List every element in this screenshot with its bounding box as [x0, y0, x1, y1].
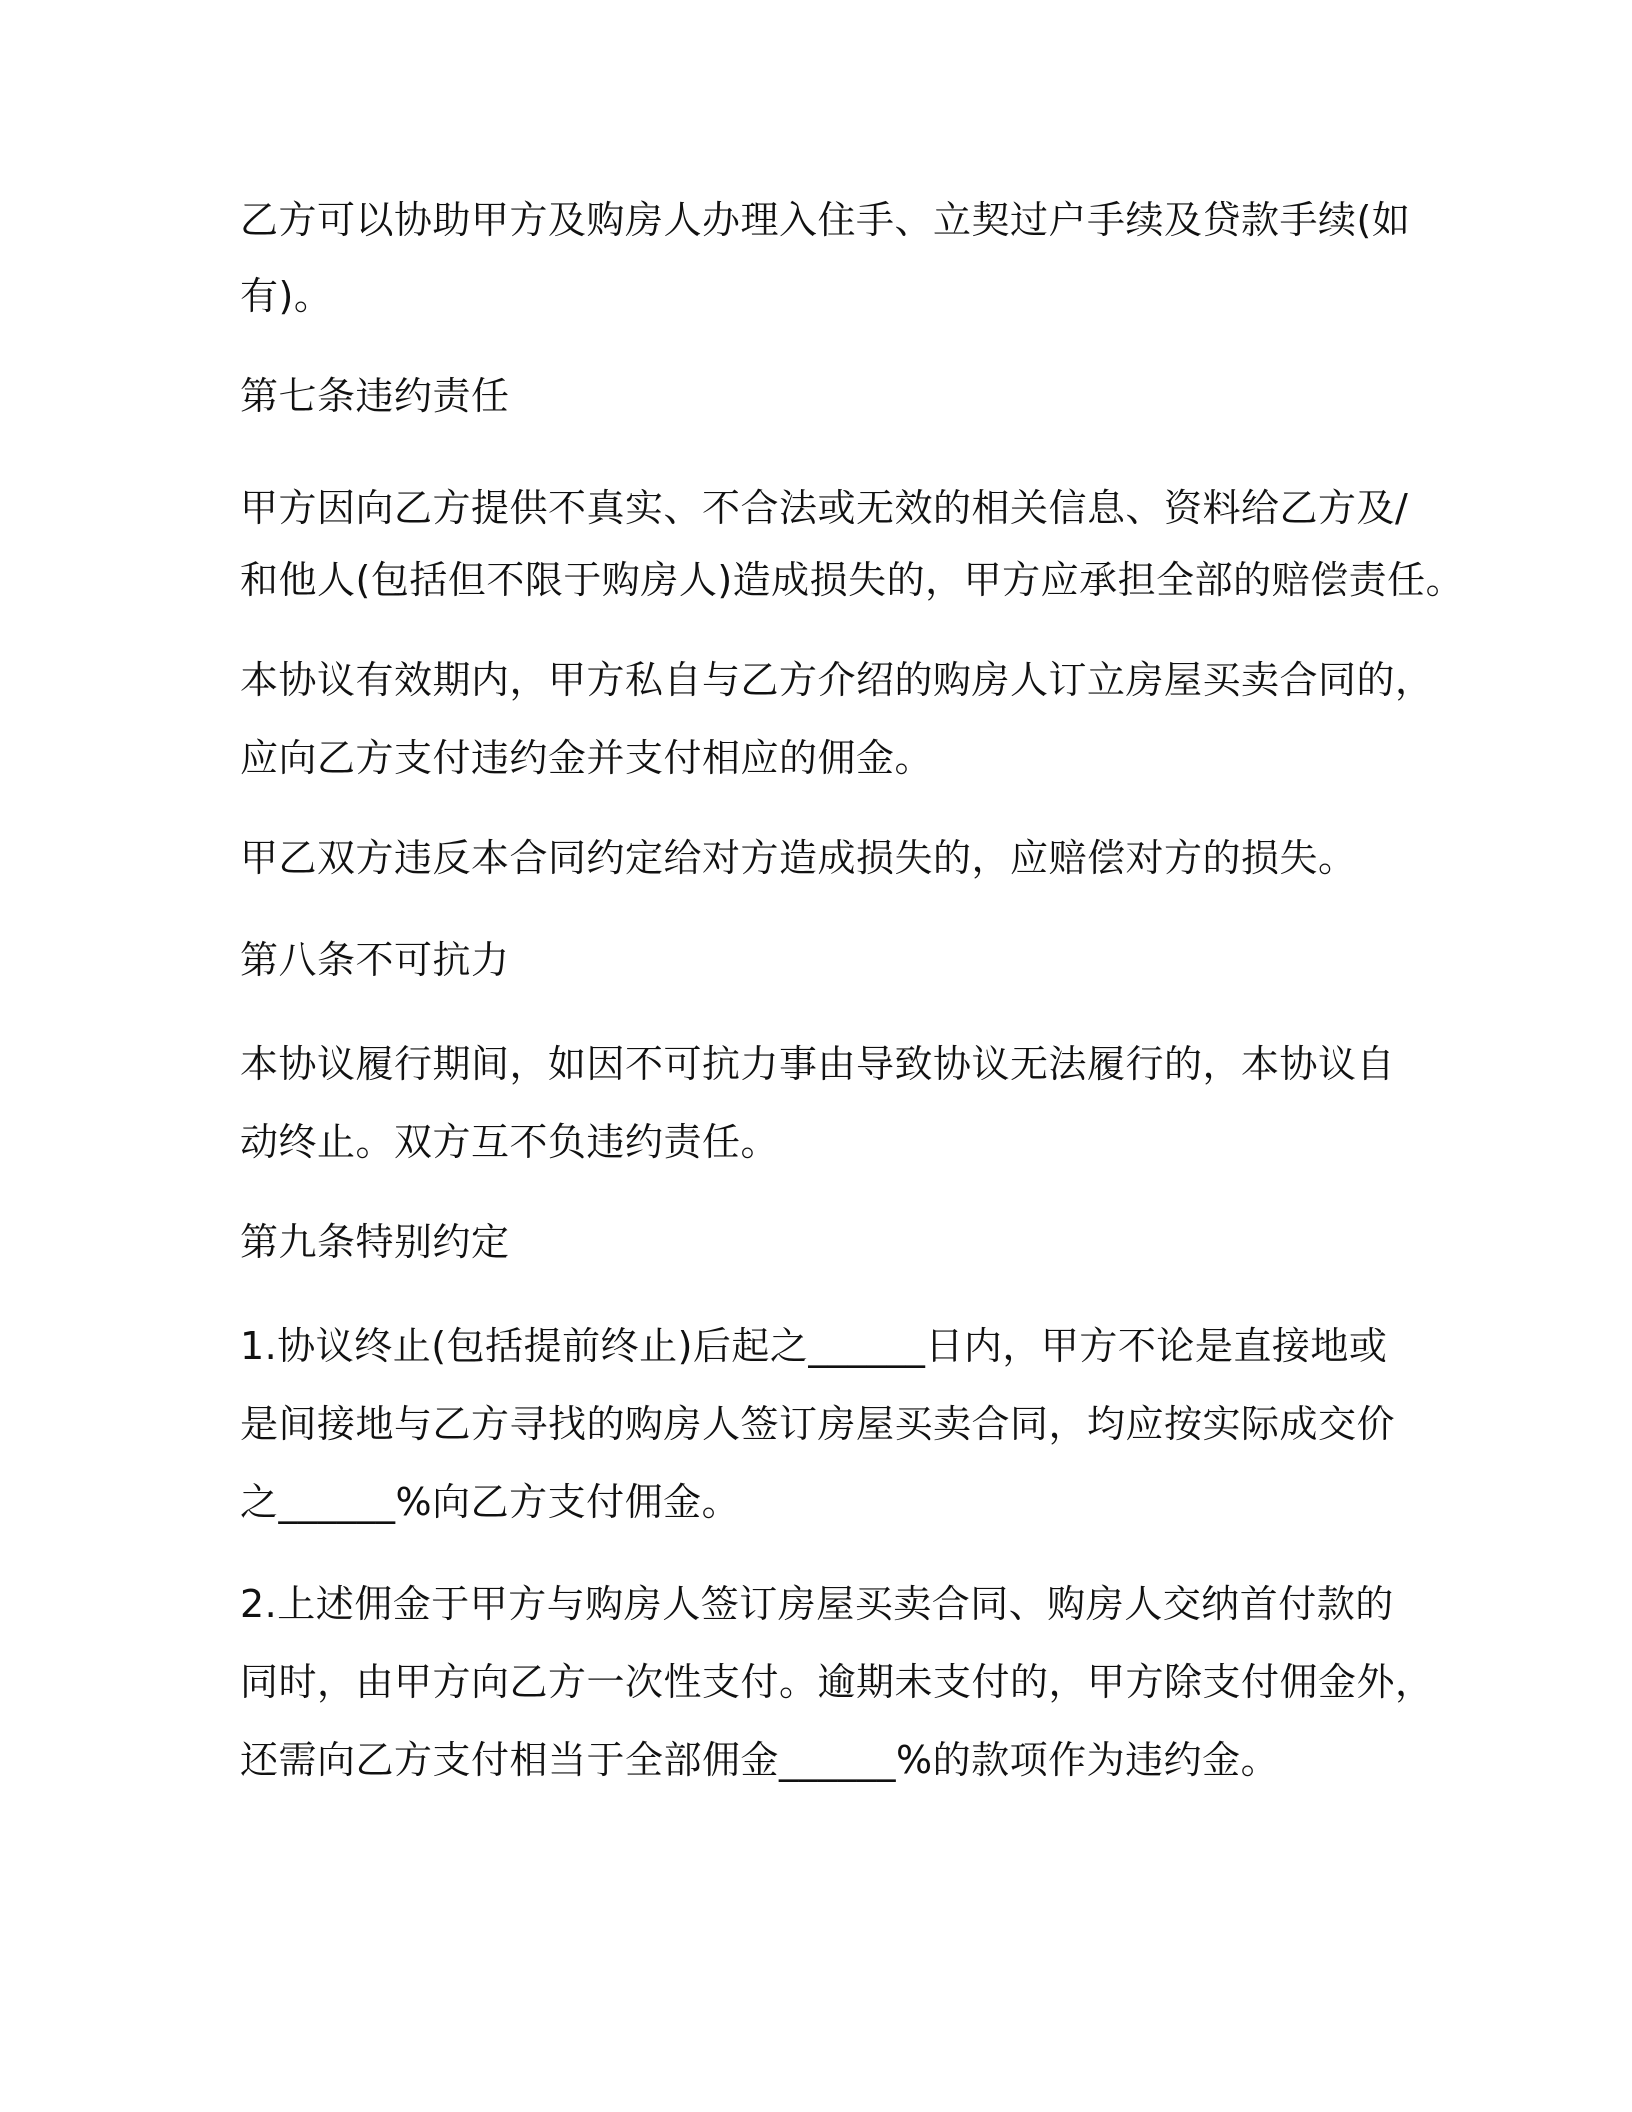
text-line: 是间接地与乙方寻找的购房人签订房屋买卖合同，均应按实际成交价	[240, 1402, 1396, 1446]
text-line: 2.上述佣金于甲方与购房人签订房屋买卖合同、购房人交纳首付款的	[240, 1582, 1394, 1626]
section-heading: 第八条不可抗力	[240, 938, 510, 982]
text-line: 应向乙方支付违约金并支付相应的佣金。	[240, 736, 934, 780]
section-heading: 第七条违约责任	[240, 374, 510, 418]
section-heading: 第九条特别约定	[240, 1220, 510, 1264]
text-line: 1.协议终止(包括提前终止)后起之______日内，甲方不论是直接地或	[240, 1324, 1388, 1368]
text-line: 有)。	[240, 274, 333, 318]
text-line: 本协议履行期间，如因不可抗力事由导致协议无法履行的，本协议自	[240, 1042, 1396, 1086]
text-line: 还需向乙方支付相当于全部佣金______%的款项作为违约金。	[240, 1738, 1280, 1782]
text-line: 动终止。双方互不负违约责任。	[240, 1120, 780, 1164]
text-line: 本协议有效期内，甲方私自与乙方介绍的购房人订立房屋买卖合同的，	[240, 658, 1434, 702]
text-line: 之______%向乙方支付佣金。	[240, 1480, 741, 1524]
text-line: 乙方可以协助甲方及购房人办理入住手、立契过户手续及贷款手续(如	[240, 198, 1411, 242]
text-line: 同时，由甲方向乙方一次性支付。逾期未支付的，甲方除支付佣金外，	[240, 1660, 1434, 1704]
text-line: 和他人(包括但不限于购房人)造成损失的，甲方应承担全部的赔偿责任。	[240, 558, 1465, 602]
text-line: 甲方因向乙方提供不真实、不合法或无效的相关信息、资料给乙方及/	[240, 486, 1409, 530]
text-line: 甲乙双方违反本合同约定给对方造成损失的，应赔偿对方的损失。	[240, 836, 1357, 880]
